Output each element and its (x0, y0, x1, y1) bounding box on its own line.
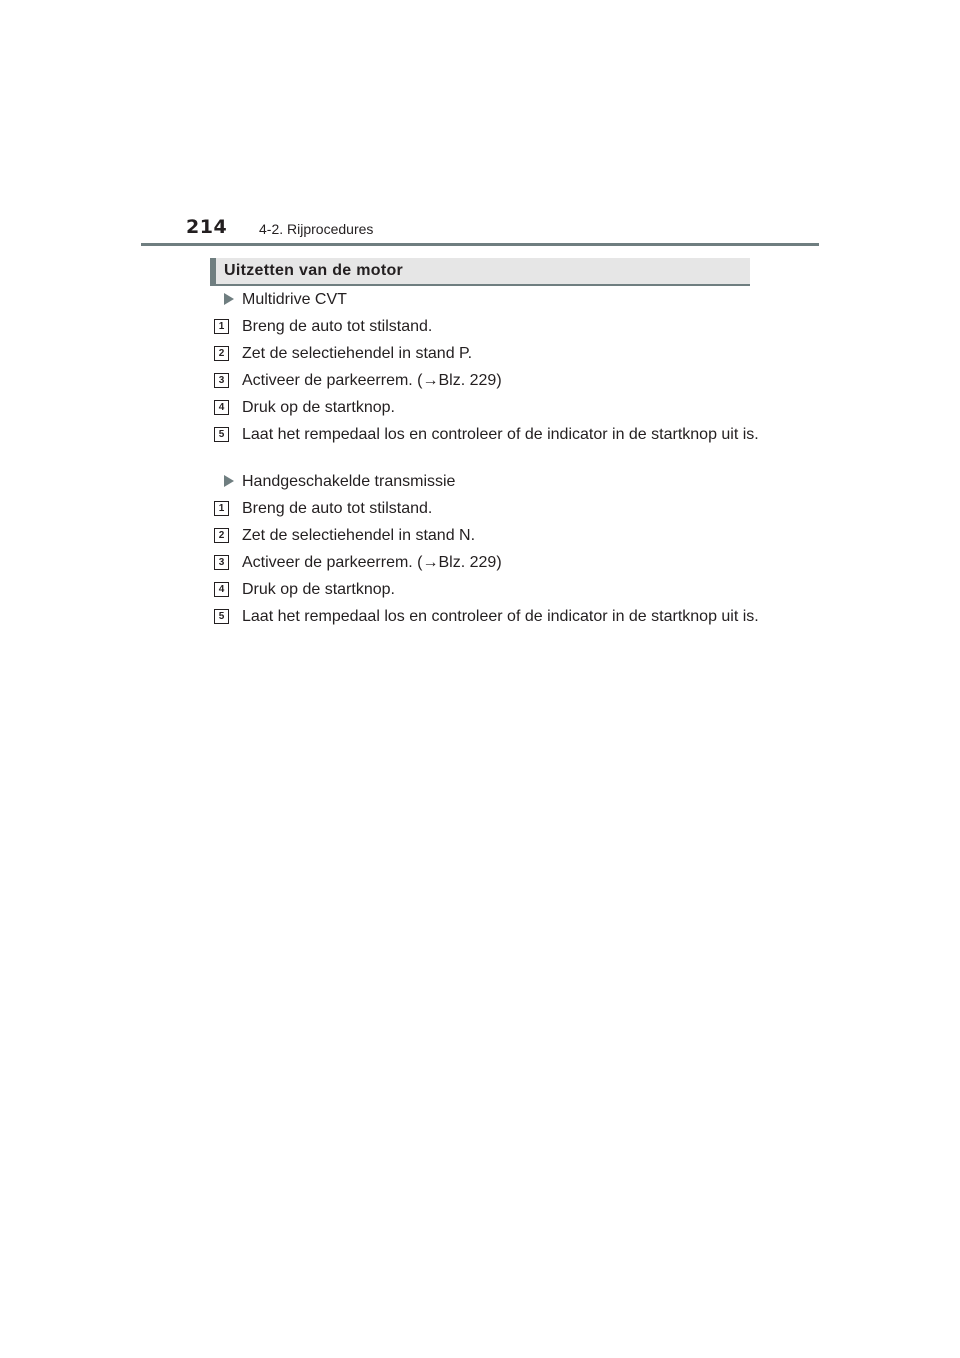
step-text: Druk op de startknop. (242, 581, 395, 598)
step-text: Activeer de parkeerrem. (→Blz. 229) (242, 372, 502, 389)
step-number-badge: 1 (214, 319, 229, 334)
page-header (0, 0, 960, 250)
step-number-badge: 5 (214, 609, 229, 624)
triangle-bullet-icon (224, 475, 234, 487)
step-text: Activeer de parkeerrem. (→Blz. 229) (242, 554, 502, 571)
subheading-cvt (224, 291, 347, 309)
section-heading-bar (210, 258, 216, 286)
subheading-label: Multidrive CVT (242, 291, 347, 308)
section-heading (210, 258, 750, 286)
step-number-badge: 2 (214, 346, 229, 361)
step-text: Zet de selectiehendel in stand P. (242, 345, 473, 362)
step-text: Breng de auto tot stilstand. (242, 318, 433, 335)
subheading-manual (224, 473, 455, 491)
step-number-badge: 4 (214, 400, 229, 415)
step-text: Laat het rempedaal los en controleer of de indicator in de startknop uit is. (242, 426, 759, 443)
step-number-badge: 3 (214, 555, 229, 570)
step-text: Laat het rempedaal los en controleer of de indicator in de startknop uit is. (242, 608, 759, 625)
step-text: Breng de auto tot stilstand. (242, 500, 433, 517)
step-number-badge: 1 (214, 501, 229, 516)
step-number-badge: 2 (214, 528, 229, 543)
page-number: 214 (186, 216, 228, 238)
step-number-badge: 3 (214, 373, 229, 388)
step-text: Zet de selectiehendel in stand N. (242, 527, 476, 544)
step-text: Druk op de startknop. (242, 399, 395, 416)
triangle-bullet-icon (224, 293, 234, 305)
section-title: Uitzetten van de motor (224, 262, 404, 279)
chapter-title: 4-2. Rijprocedures (259, 221, 374, 237)
step-number-badge: 4 (214, 582, 229, 597)
subheading-label: Handgeschakelde transmissie (242, 473, 456, 490)
step-number-badge: 5 (214, 427, 229, 442)
header-divider (141, 243, 819, 246)
